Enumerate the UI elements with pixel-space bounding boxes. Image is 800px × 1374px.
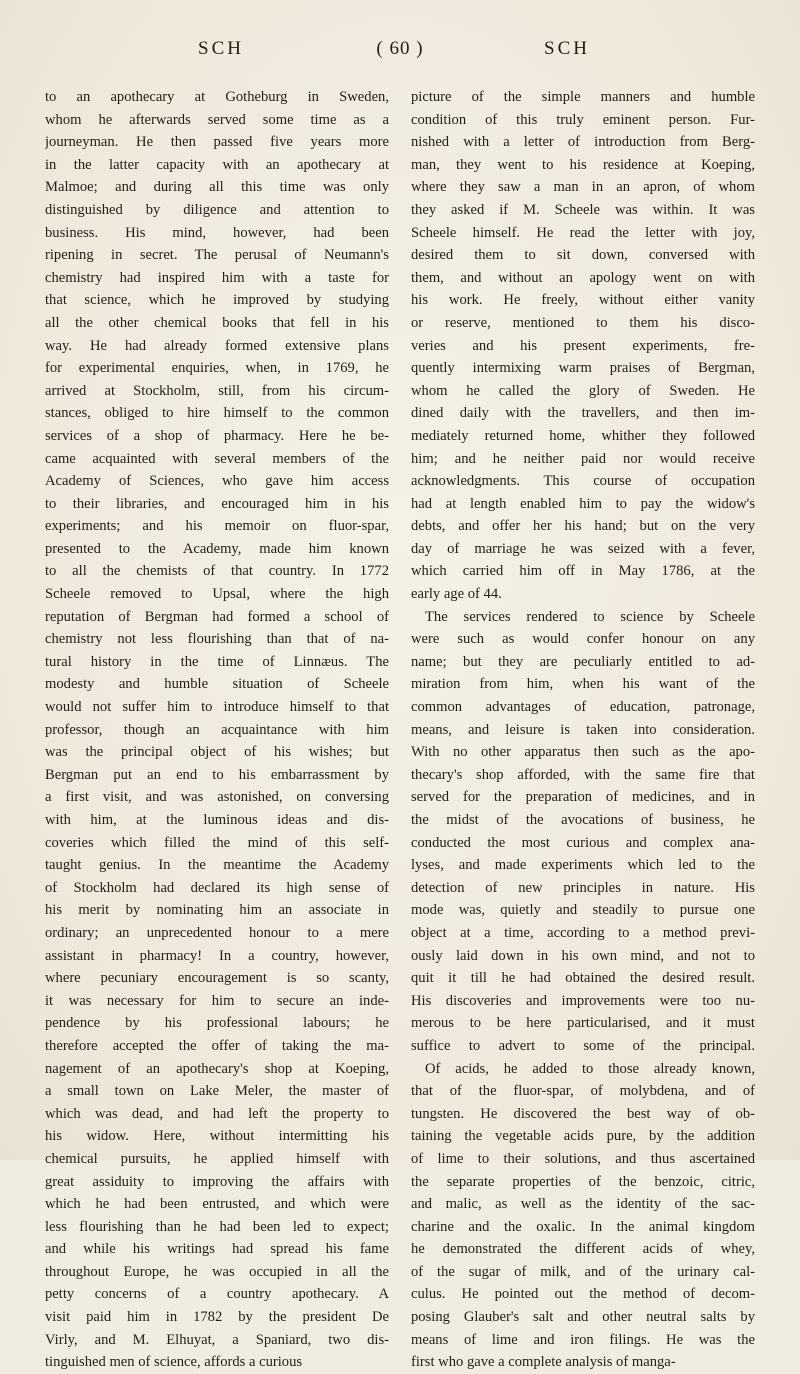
- text-line: of Stockholm had declared its high sense of: [45, 879, 389, 896]
- text-line: charine and the oxalic. In the animal kingdom: [411, 1218, 755, 1235]
- text-line: mediately returned home, whither they followed: [411, 427, 755, 444]
- text-line: suffice to advert to some of the principal.: [411, 1037, 755, 1054]
- text-line: object at a time, according to a method previ-: [411, 924, 755, 941]
- text-line: it was necessary for him to secure an inde-: [45, 992, 389, 1009]
- text-line: a small town on Lake Meler, the master of: [45, 1083, 389, 1100]
- text-line: and while his writings had spread his fame: [45, 1241, 389, 1258]
- text-line: throughout Europe, he was occupied in all the: [45, 1263, 389, 1280]
- text-line: where they saw a man in an apron, of whom: [411, 179, 755, 196]
- text-line: Virly, and M. Elhuyat, a Spaniard, two dis-: [45, 1331, 389, 1348]
- text-line: the midst of the avocations of business, he: [411, 812, 755, 828]
- text-line: to an apothecary at Gotheburg in Sweden,: [45, 89, 389, 105]
- text-line: taining the vegetable acids pure, by the addition: [411, 1128, 755, 1145]
- text-line: that of the fluor-spar, of molybdena, and of: [411, 1083, 755, 1100]
- text-line: a first visit, and was astonished, on conversing: [45, 789, 389, 806]
- text-line: came acquainted with several members of the: [45, 450, 389, 467]
- text-line: assistant in pharmacy! In a country, however,: [45, 947, 389, 964]
- text-line: had at length enabled him to pay the widow's: [411, 495, 755, 512]
- header-left: SCH: [198, 38, 244, 59]
- text-line: desired them to sit down, conversed with: [411, 247, 755, 264]
- text-line: with him, at the luminous ideas and dis-: [45, 812, 389, 828]
- text-line: first who gave a complete analysis of manga-: [411, 1354, 676, 1371]
- text-line: ordinary; an unprecedented honour to a mere: [45, 924, 389, 941]
- text-line: quently intermixing warm praises of Bergman,: [411, 360, 755, 377]
- text-line: journeyman. He then passed five years more: [45, 134, 389, 151]
- text-line: that science, which he improved by studying: [45, 292, 389, 309]
- text-line: them, and without an apology went on with: [411, 269, 755, 286]
- text-line: chemical pursuits, he applied himself with: [45, 1150, 389, 1167]
- text-line: to their libraries, and encouraged him in his: [45, 495, 389, 512]
- text-line: reputation of Bergman had formed a school of: [45, 608, 389, 625]
- text-line: detection of new principles in nature. His: [411, 879, 755, 896]
- text-line: ously laid down in his own mind, and not to: [411, 947, 755, 964]
- text-line: debts, and offer her his hand; but on the very: [411, 518, 755, 535]
- text-line: where pecuniary encouragement is so scanty,: [45, 970, 389, 987]
- text-line: whom he called the glory of Sweden. He: [411, 382, 755, 399]
- text-line: and malic, as well as the identity of the sac-: [411, 1196, 755, 1213]
- text-line: him; and he neither paid nor would receive: [411, 450, 755, 467]
- text-line: less flourishing than he had been led to expect;: [45, 1218, 389, 1235]
- text-line: which carried him off in May 1786, at the: [411, 563, 755, 580]
- text-line: pendence by his professional labours; he: [45, 1015, 389, 1032]
- text-line: he demonstrated the different acids of whey,: [411, 1241, 755, 1258]
- text-line: of the sugar of milk, and of the urinary cal-: [411, 1263, 755, 1280]
- text-line: they asked if M. Scheele was within. It was: [411, 201, 755, 218]
- text-line: man, they went to his residence at Koeping,: [411, 156, 755, 173]
- text-line: in the latter capacity with an apothecary at: [45, 156, 389, 173]
- text-line: nagement of an apothecary's shop at Koeping,: [45, 1060, 389, 1077]
- header-right: SCH: [544, 38, 590, 59]
- text-line: Scheele removed to Upsal, where the high: [45, 586, 389, 603]
- text-line: The services rendered to science by Scheele: [425, 608, 755, 625]
- text-line: arrived at Stockholm, still, from his circum-: [45, 382, 389, 399]
- text-line: name; but they are peculiarly entitled to ad-: [411, 653, 755, 670]
- text-line: picture of the simple manners and humble: [411, 89, 755, 105]
- text-line: His discoveries and improvements were too nu-: [411, 992, 755, 1009]
- text-line: Malmoe; and during all this time was only: [45, 179, 389, 196]
- text-line: of lime to their solutions, and thus ascertained: [411, 1150, 755, 1167]
- text-line: great assiduity to improving the affairs with: [45, 1173, 389, 1190]
- text-line: means of lime and iron filings. He was the: [411, 1331, 755, 1348]
- text-line: services of a shop of pharmacy. Here he be-: [45, 427, 389, 444]
- text-line: lyses, and made experiments which led to the: [411, 857, 755, 874]
- text-line: or reserve, mentioned to them his disco-: [411, 314, 755, 331]
- page-number: ( 60 ): [376, 38, 424, 59]
- text-line: would not suffer him to introduce himself to that: [45, 699, 389, 716]
- text-line: thecary's shop afforded, with the same fire that: [411, 766, 755, 783]
- text-line: veries and his present experiments, fre-: [411, 337, 755, 354]
- text-line: business. His mind, however, had been: [45, 224, 389, 241]
- text-line: culus. He pointed out the method of decom-: [411, 1286, 755, 1303]
- text-line: professor, though an acquaintance with him: [45, 721, 389, 738]
- text-line: modesty and humble situation of Scheele: [45, 676, 389, 693]
- text-line: stances, obliged to hire himself to the common: [45, 405, 389, 422]
- text-line: to all the chemists of that country. In 1772: [45, 563, 389, 580]
- text-line: therefore accepted the offer of taking the ma-: [45, 1037, 389, 1054]
- text-line: ripening in secret. The perusal of Neumann's: [45, 247, 389, 264]
- text-line: chemistry had inspired him with a taste for: [45, 269, 389, 286]
- text-line: which he had been entrusted, and which were: [45, 1196, 389, 1213]
- text-line: the separate properties of the benzoic, citric,: [411, 1173, 755, 1190]
- text-line: coveries which filled the mind of this self-: [45, 834, 389, 851]
- text-line: posing Glauber's salt and other neutral salts by: [411, 1309, 755, 1326]
- text-line: early age of 44.: [411, 586, 502, 603]
- text-line: all the other chemical books that fell in his: [45, 314, 389, 331]
- text-line: means, and leisure is taken into consideration.: [411, 721, 755, 738]
- text-line: conducted the most curious and complex ana-: [411, 834, 755, 851]
- text-line: day of marriage he was seized with a fever,: [411, 540, 755, 557]
- text-line: visit paid him in 1782 by the president De: [45, 1309, 389, 1326]
- right-column: [411, 86, 755, 1374]
- text-line: nished with a letter of introduction from Berg-: [411, 134, 755, 151]
- text-line: way. He had already formed extensive plans: [45, 337, 389, 354]
- text-line: tural history in the time of Linnæus. The: [45, 653, 389, 670]
- text-line: Bergman put an end to his embarrassment by: [45, 766, 389, 783]
- text-line: were such as would confer honour on any: [411, 631, 755, 648]
- text-line: tungsten. He discovered the best way of ob-: [411, 1105, 755, 1122]
- running-header: [0, 38, 800, 68]
- text-line: for experimental enquiries, when, in 1769, he: [45, 360, 389, 377]
- text-line: miration from him, when his want of the: [411, 676, 755, 693]
- text-line: whom he afterwards served some time as a: [45, 111, 389, 128]
- text-line: Academy of Sciences, who gave him access: [45, 473, 389, 490]
- text-line: merous to be here particularised, and it must: [411, 1015, 755, 1032]
- text-line: condition of this truly eminent person. Fur-: [411, 111, 755, 128]
- text-line: Of acids, he added to those already known,: [425, 1060, 755, 1077]
- text-line: Scheele himself. He read the letter with joy,: [411, 224, 755, 241]
- left-column: [45, 86, 389, 1374]
- text-line: With no other apparatus then such as the apo-: [411, 744, 755, 761]
- text-line: petty concerns of a country apothecary. A: [45, 1286, 389, 1303]
- text-line: tinguished men of science, affords a curious: [45, 1354, 303, 1371]
- text-line: was the principal object of his wishes; but: [45, 744, 389, 761]
- text-line: acknowledgments. This course of occupation: [411, 473, 755, 490]
- text-line: experiments; and his memoir on fluor-spar,: [45, 518, 389, 535]
- text-line: his merit by nominating him an associate in: [45, 902, 389, 919]
- text-line: distinguished by diligence and attention to: [45, 201, 389, 218]
- text-line: served for the preparation of medicines, and in: [411, 789, 755, 806]
- text-line: common advantages of education, patronage,: [411, 699, 755, 716]
- text-line: chemistry not less flourishing than that of na-: [45, 631, 389, 648]
- text-line: mode was, quietly and steadily to pursue one: [411, 902, 755, 919]
- text-line: which was dead, and had left the property to: [45, 1105, 389, 1122]
- text-line: his widow. Here, without intermitting his: [45, 1128, 389, 1145]
- text-line: presented to the Academy, made him known: [45, 540, 389, 557]
- text-line: quit it till he had obtained the desired result.: [411, 970, 755, 987]
- text-line: taught genius. In the meantime the Academy: [45, 857, 389, 874]
- text-line: his work. He freely, without either vanity: [411, 292, 755, 309]
- text-line: dined daily with the travellers, and then im-: [411, 405, 755, 422]
